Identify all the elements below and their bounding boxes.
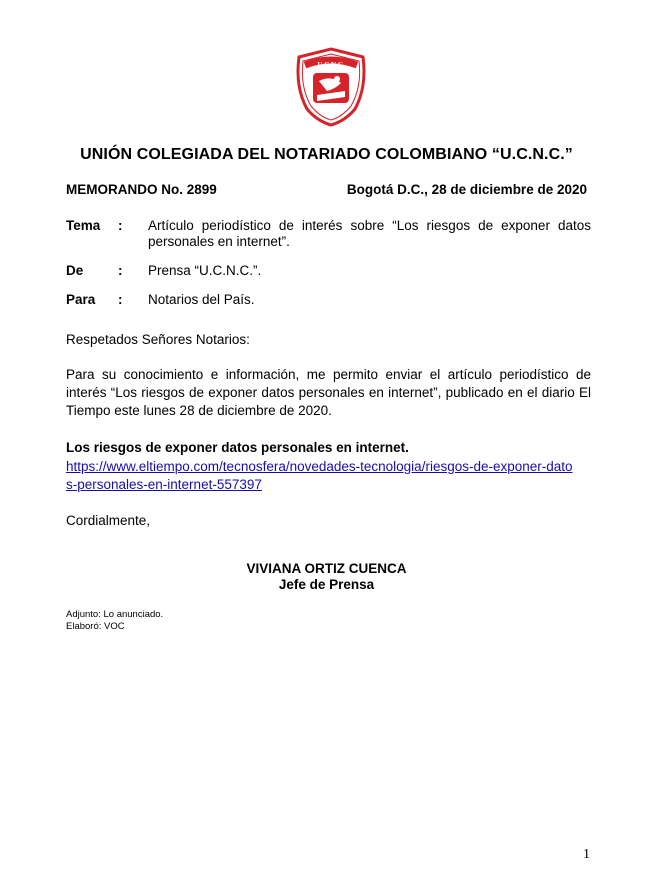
field-de [66, 263, 591, 281]
closing: Cordialmente, [66, 513, 151, 528]
field-para-colon: : [118, 292, 123, 307]
body-paragraph: Para su conocimiento e información, me permito enviar el artículo periodístico de interés “Los riesgos de exponer datos personales en internet”, publicado en el diario El Tiempo este lunes 28 de diciembre de 2020. [66, 367, 591, 418]
field-tema [66, 218, 591, 252]
field-tema-colon: : [118, 218, 123, 233]
logo-lettering: U.C.N.C. [317, 61, 345, 69]
field-tema-label: Tema [66, 218, 101, 233]
memo-number: MEMORANDO No. 2899 [66, 182, 217, 197]
field-de-colon: : [118, 263, 123, 278]
signature-title: Jefe de Prensa [278, 577, 375, 592]
signature-name: VIVIANA ORTIZ CUENCA [246, 561, 407, 576]
article-title: Los riesgos de exponer datos personales en internet. [66, 440, 409, 455]
field-para-value: Notarios del País. [148, 292, 255, 307]
article-url[interactable]: https://www.eltiempo.com/tecnosfera/novedades-tecnologia/riesgos-de-exponer-datos-personales-en-internet-557397 [66, 459, 573, 492]
field-tema-value: Artículo periodístico de interés sobre “Los riesgos de exponer datos personales en internet”. [148, 218, 591, 249]
field-para [66, 292, 591, 310]
organization-title: UNIÓN COLEGIADA DEL NOTARIADO COLOMBIANO “U.C.N.C.” [80, 146, 573, 163]
attachment-note: Adjunto: Lo anunciado. [66, 609, 164, 620]
field-de-value: Prensa “U.C.N.C.”. [148, 263, 262, 278]
greeting: Respetados Señores Notarios: [66, 332, 250, 347]
page-number: 1 [583, 847, 590, 862]
field-de-label: De [66, 263, 84, 278]
prepared-by-note: Elaboró: VOC [66, 621, 125, 632]
field-para-label: Para [66, 292, 96, 307]
ucnc-shield-logo [293, 47, 369, 127]
memo-place-date: Bogotá D.C., 28 de diciembre de 2020 [346, 182, 587, 197]
article-link[interactable] [66, 458, 576, 494]
